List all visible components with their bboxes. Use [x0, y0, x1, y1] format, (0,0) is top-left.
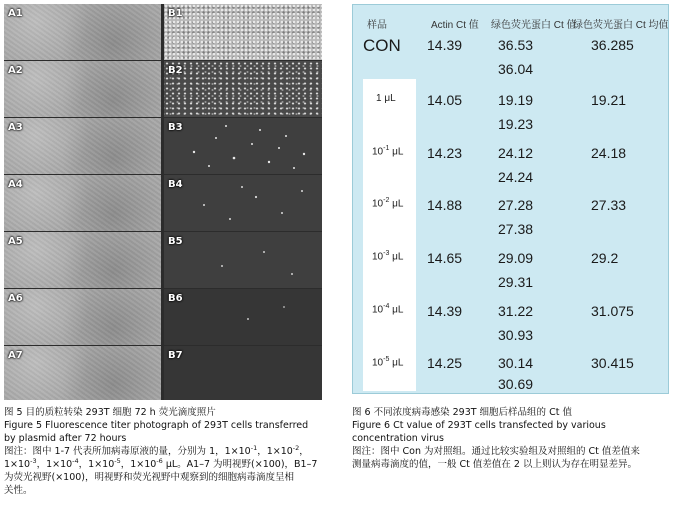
ct-value-table [352, 4, 669, 394]
photo-a5 [4, 232, 161, 288]
figure5-caption-en: Figure 5 Fluorescence titer photograph of 293T cells transferred [4, 420, 309, 431]
gfp-ct-cell: 36.04 [498, 61, 534, 77]
gfp-ct-cell: 27.38 [498, 221, 534, 237]
photo-a4 [4, 175, 161, 231]
photo-b1 [164, 4, 322, 60]
fluorescent-cells [164, 118, 322, 174]
sample-1e-3ul: $10^{-3}$ μL [372, 250, 404, 263]
figure5-note-line1: 图注：图中 1-7 代表所加病毒原液的量，分别为 1，$1\times 10^{-1}$，$1\times 10^{-2}$， [4, 443, 309, 457]
photo-b5 [164, 232, 322, 288]
figure6-caption [352, 406, 670, 471]
gfp-ct-cell: 30.69 [498, 376, 534, 392]
fluorescent-cells [164, 175, 322, 231]
photo-a6 [4, 289, 161, 345]
figure5-caption [4, 406, 334, 497]
gfp-ct-cell: 24.12 [498, 145, 534, 161]
photo-b3 [164, 118, 322, 174]
sample-1ul: 1 μL [376, 93, 396, 104]
gfp-ct-cell: 19.19 [498, 92, 534, 108]
fluorescent-cells [164, 289, 322, 345]
sample-1e-4ul: $10^{-4}$ μL [372, 303, 404, 316]
photo-label: A5 [8, 236, 23, 247]
figure5-caption-en-cont: by plasmid after 72 hours [4, 433, 127, 444]
header-gfp-ct: 绿色荧光蛋白 Ct 值 [491, 20, 577, 31]
photo-a7 [4, 346, 161, 400]
gfp-ct-cell: 36.53 [498, 37, 534, 53]
gfp-ct-cell: 24.24 [498, 169, 534, 185]
figure6-caption-cn: 图 6 不同浓度病毒感染 293T 细胞后样品组的 Ct 值 [352, 407, 572, 418]
header-actin-ct: Actin Ct 值 [431, 20, 479, 31]
sample-con: CON [363, 36, 401, 55]
sample-1e-5ul: $10^{-5}$ μL [372, 356, 404, 369]
photo-label: B7 [168, 350, 183, 361]
photo-label: A7 [8, 350, 23, 361]
figure6-note-line1: 图注：图中 Con 为对照组。通过比较实验组及对照组的 Ct 值差值来 [352, 446, 640, 457]
gfp-ct-cell: 27.28 [498, 197, 534, 213]
gfp-ct-mean-cell: 31.075 [591, 303, 634, 319]
header-sample: 样品 [367, 20, 387, 31]
actin-ct-cell: 14.05 [427, 92, 463, 108]
sample-1e-1ul: $10^{-1}$ μL [372, 145, 404, 158]
gfp-ct-mean-cell: 19.21 [591, 92, 627, 108]
photo-b4 [164, 175, 322, 231]
gfp-ct-cell: 29.09 [498, 250, 534, 266]
gfp-ct-cell: 30.93 [498, 327, 534, 343]
fluorescence-photo-grid [4, 4, 322, 400]
gfp-ct-mean-cell: 27.33 [591, 197, 627, 213]
figure6-caption-en: Figure 6 Ct value of 293T cells transfected by various [352, 420, 606, 431]
actin-ct-cell: 14.39 [427, 303, 463, 319]
gfp-ct-mean-cell: 36.285 [591, 37, 634, 53]
actin-ct-cell: 14.88 [427, 197, 463, 213]
actin-ct-cell: 14.25 [427, 355, 463, 371]
photo-label: B2 [168, 65, 183, 76]
photo-a3 [4, 118, 161, 174]
figure5-note-line3: 为荧光视野(×100)，明视野和荧光视野中观察到的细胞病毒滴度呈相 [4, 472, 295, 483]
actin-ct-cell: 14.65 [427, 250, 463, 266]
photo-label: B4 [168, 179, 183, 190]
gfp-ct-mean-cell: 29.2 [591, 250, 619, 266]
gfp-ct-cell: 30.14 [498, 355, 534, 371]
sample-label-column [363, 79, 416, 391]
figure6-caption-en-cont: concentration virus [352, 433, 444, 444]
gfp-ct-mean-cell: 30.415 [591, 355, 634, 371]
photo-label: B6 [168, 293, 183, 304]
photo-label: A1 [8, 8, 23, 19]
photo-label: B5 [168, 236, 183, 247]
photo-a1 [4, 4, 161, 60]
photo-b2 [164, 61, 322, 117]
gfp-ct-cell: 29.31 [498, 274, 534, 290]
gfp-ct-cell: 19.23 [498, 116, 534, 132]
photo-label: A6 [8, 293, 23, 304]
photo-label: A4 [8, 179, 23, 190]
gfp-ct-mean-cell: 24.18 [591, 145, 627, 161]
figure5-note-line4: 关性。 [4, 485, 33, 496]
gfp-ct-cell: 31.22 [498, 303, 534, 319]
header-gfp-ct-mean: 绿色荧光蛋白 Ct 均值 [573, 20, 669, 31]
photo-label: B3 [168, 122, 183, 133]
photo-a2 [4, 61, 161, 117]
photo-label: A2 [8, 65, 23, 76]
photo-label: B1 [168, 8, 183, 19]
photo-b6 [164, 289, 322, 345]
actin-ct-cell: 14.23 [427, 145, 463, 161]
figure5-note-line2: $1\times 10^{-3}$，$1\times 10^{-4}$，$1\times 10^{-5}$，$1\times 10^{-6}$ μL。A1–7 为明视野(×100)，B1–7 [4, 456, 318, 470]
photo-b7 [164, 346, 322, 400]
photo-label: A3 [8, 122, 23, 133]
figure5-caption-cn: 图 5 目的质粒转染 293T 细胞 72 h 荧光滴度照片 [4, 407, 216, 418]
actin-ct-cell: 14.39 [427, 37, 463, 53]
sample-1e-2ul: $10^{-2}$ μL [372, 197, 404, 210]
fluorescent-cells [164, 232, 322, 288]
figure6-note-line2: 测量病毒滴度的值，一般 Ct 值差值在 2 以上则认为存在明显差异。 [352, 459, 637, 470]
